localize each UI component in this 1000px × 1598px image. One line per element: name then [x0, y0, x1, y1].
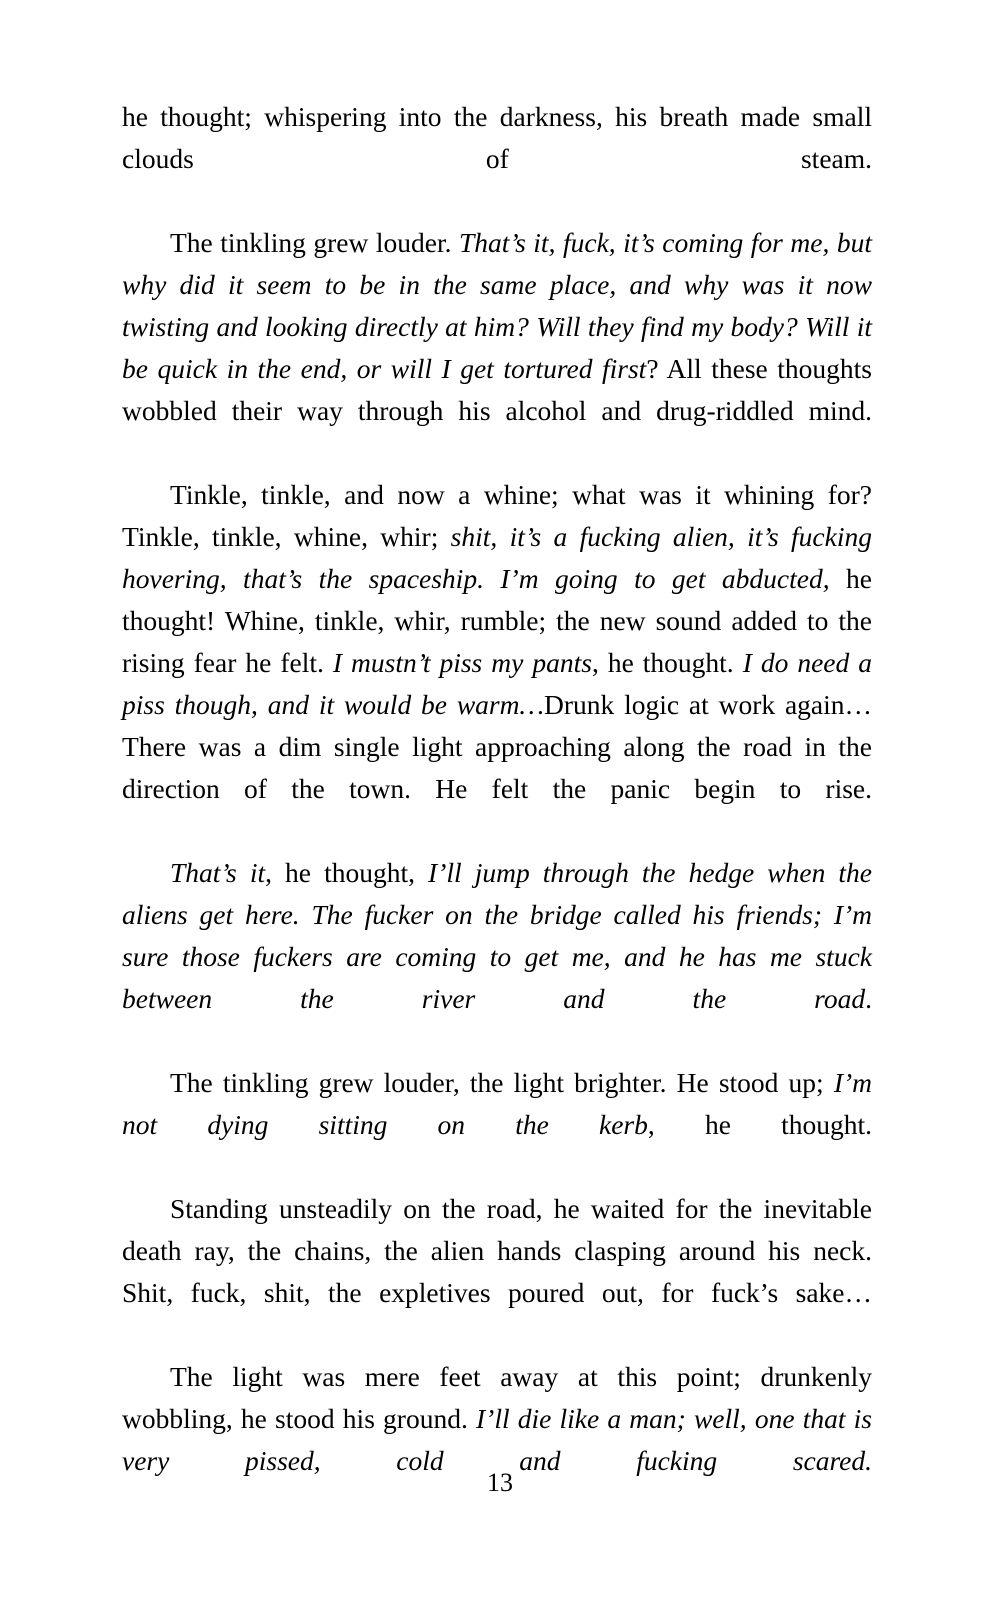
italic-run: That’s it: [170, 857, 266, 888]
roman-run: The tinkling grew louder, the light brighter. He stood up;: [170, 1067, 834, 1098]
page-text-block: [122, 96, 872, 1524]
italic-run: I’ll jump through the hedge when the aliens get here. The fucker on the bridge called his friends; I’m sure those fuckers are coming to get me, and he has me stuck between the river and the road: [122, 857, 873, 1014]
paragraph-6: [122, 1188, 872, 1356]
paragraph-3: [122, 474, 872, 852]
italic-run: I mustn’t piss my pants: [332, 647, 592, 678]
roman-run: he thought; whispering into the darkness, his breath made small clouds of steam.: [122, 101, 872, 174]
roman-run: he thought! Whine, tinkle, whir, rumble; the new sound added to the rising fear he felt.: [122, 563, 872, 678]
roman-run: , he thought.: [591, 647, 743, 678]
roman-run: The light was mere feet away at this point; drunkenly wobbling, he stood his ground.: [122, 1361, 872, 1434]
paragraph-2: [122, 222, 872, 474]
italic-run: I’ll die like a man; well, one that is very pissed, cold and fucking scared.: [122, 1403, 872, 1476]
roman-run: , he thought,: [265, 857, 429, 888]
roman-run: Tinkle, tinkle, and now a whine; what was it whining for? Tinkle, tinkle, whine, whir;: [122, 479, 872, 552]
roman-run: , he thought.: [647, 1109, 872, 1140]
paragraph-5: [122, 1062, 872, 1188]
italic-run: I do need a piss though, and it would be warm…: [122, 647, 873, 720]
roman-run: The tinkling grew louder.: [170, 227, 460, 258]
roman-run: ? All these thoughts wobbled their way through his alcohol and drug-riddled mind.: [122, 353, 872, 426]
roman-run: Standing unsteadily on the road, he waited for the inevitable death ray, the chains, the alien hands clasping around his neck. Shit, fuck, shit, the expletives poured out, for fuck’s sake…: [122, 1193, 872, 1308]
roman-run: Drunk logic at work again…There was a dim single light approaching along the road in the direction of the town. He felt the panic begin to rise.: [122, 689, 872, 804]
italic-run: That’s it, fuck, it’s coming for me, but why did it seem to be in the same place, and why was it now twisting and looking directly at him? Will they find my body? Will it be quick in the end, or will I get tortured first: [122, 227, 872, 384]
page-number: 13: [487, 1468, 513, 1497]
roman-run: .: [865, 983, 872, 1014]
italic-run: shit, it’s a fucking alien, it’s fucking hovering, that’s the spaceship. I’m going to get abducted,: [122, 521, 872, 594]
paragraph-4: [122, 852, 872, 1062]
paragraph-1: [122, 96, 872, 222]
italic-run: I’m not dying sitting on the kerb: [122, 1067, 872, 1140]
